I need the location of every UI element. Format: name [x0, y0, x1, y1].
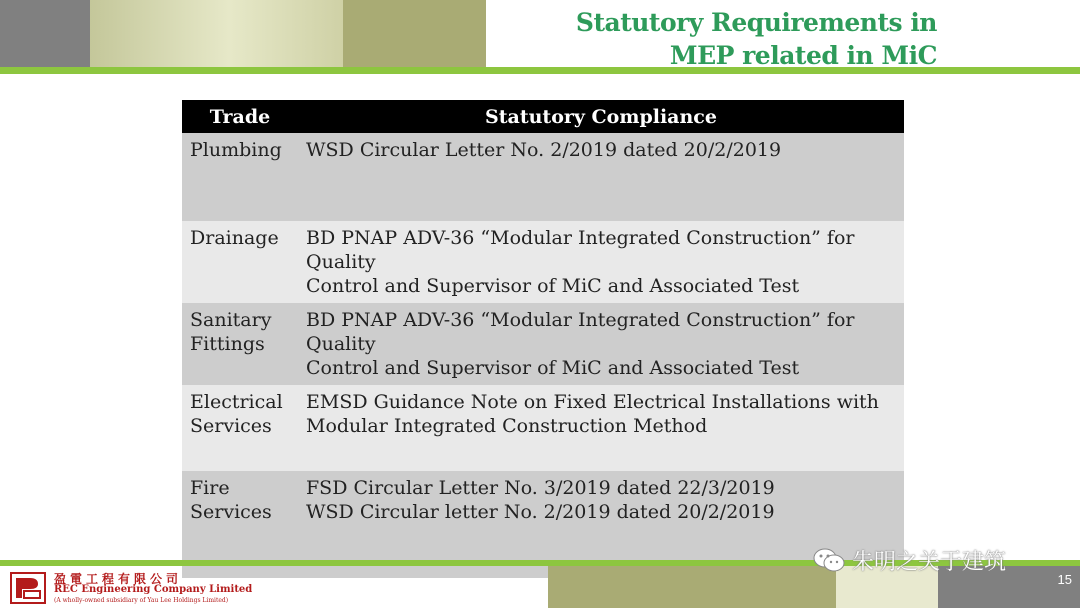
- watermark-text: 朱明之关于建筑: [852, 549, 1007, 575]
- header-band-gradient: [90, 0, 343, 68]
- table-row: [182, 221, 904, 303]
- wechat-icon: [812, 546, 846, 574]
- trade-text: Sanitary: [190, 309, 272, 331]
- trade-cell: [182, 385, 298, 471]
- table-row: [182, 385, 904, 471]
- page-number: 15: [1057, 572, 1072, 587]
- header-statutory-compliance: Statutory Compliance: [298, 100, 904, 133]
- slide-title-line-2: MEP related in MiC: [669, 41, 937, 70]
- logo-english-name: REC Engineering Company Limited: [54, 584, 253, 595]
- table-header-row: [182, 100, 904, 133]
- trade-text: Services: [190, 415, 272, 437]
- compliance-text: BD PNAP ADV-36 “Modular Integrated Construction” for Quality: [306, 227, 855, 273]
- compliance-text: Modular Integrated Construction Method: [306, 415, 708, 437]
- trade-text: Electrical: [190, 391, 283, 413]
- compliance-cell: [298, 303, 904, 385]
- compliance-text: EMSD Guidance Note on Fixed Electrical Installations with: [306, 391, 879, 413]
- compliance-table-container: [182, 100, 904, 578]
- header-band-gray: [0, 0, 90, 68]
- compliance-text: WSD Circular Letter No. 2/2019 dated 20/2/2019: [306, 139, 782, 161]
- compliance-table: [182, 100, 904, 578]
- company-logo: [10, 570, 253, 606]
- trade-cell: [182, 303, 298, 385]
- compliance-text: Control and Supervisor of MiC and Associated Test: [306, 357, 800, 379]
- compliance-text: FSD Circular Letter No. 3/2019 dated 22/3/2019: [306, 477, 775, 499]
- logo-chinese-name: 盈電工程有限公司: [54, 572, 183, 586]
- header-band-olive: [343, 0, 486, 68]
- trade-text: Plumbing: [190, 139, 282, 161]
- slide-title-line-1: Statutory Requirements in: [575, 8, 937, 37]
- trade-text: Drainage: [190, 227, 279, 249]
- footer-band-olive: [548, 566, 836, 608]
- compliance-text: Control and Supervisor of MiC and Associated Test: [306, 275, 800, 297]
- header-trade: Trade: [182, 100, 298, 133]
- table-row: [182, 133, 904, 221]
- compliance-cell: [298, 221, 904, 303]
- table-row: [182, 303, 904, 385]
- logo-subsidiary-note: (A wholly-owned subsidiary of Yau Lee Holdings Limited): [54, 597, 229, 604]
- trade-text: Fire: [190, 477, 230, 499]
- rec-logo-mark-icon: [10, 572, 46, 604]
- compliance-cell: [298, 133, 904, 221]
- slide-title: [576, 6, 937, 72]
- compliance-cell: [298, 385, 904, 471]
- compliance-text: BD PNAP ADV-36 “Modular Integrated Construction” for Quality: [306, 309, 855, 355]
- wechat-watermark: [812, 544, 1006, 576]
- trade-text: Fittings: [190, 333, 265, 355]
- trade-cell: [182, 133, 298, 221]
- compliance-text: WSD Circular letter No. 2/2019 dated 20/2/2019: [306, 501, 775, 523]
- trade-text: Services: [190, 501, 272, 523]
- trade-cell: [182, 221, 298, 303]
